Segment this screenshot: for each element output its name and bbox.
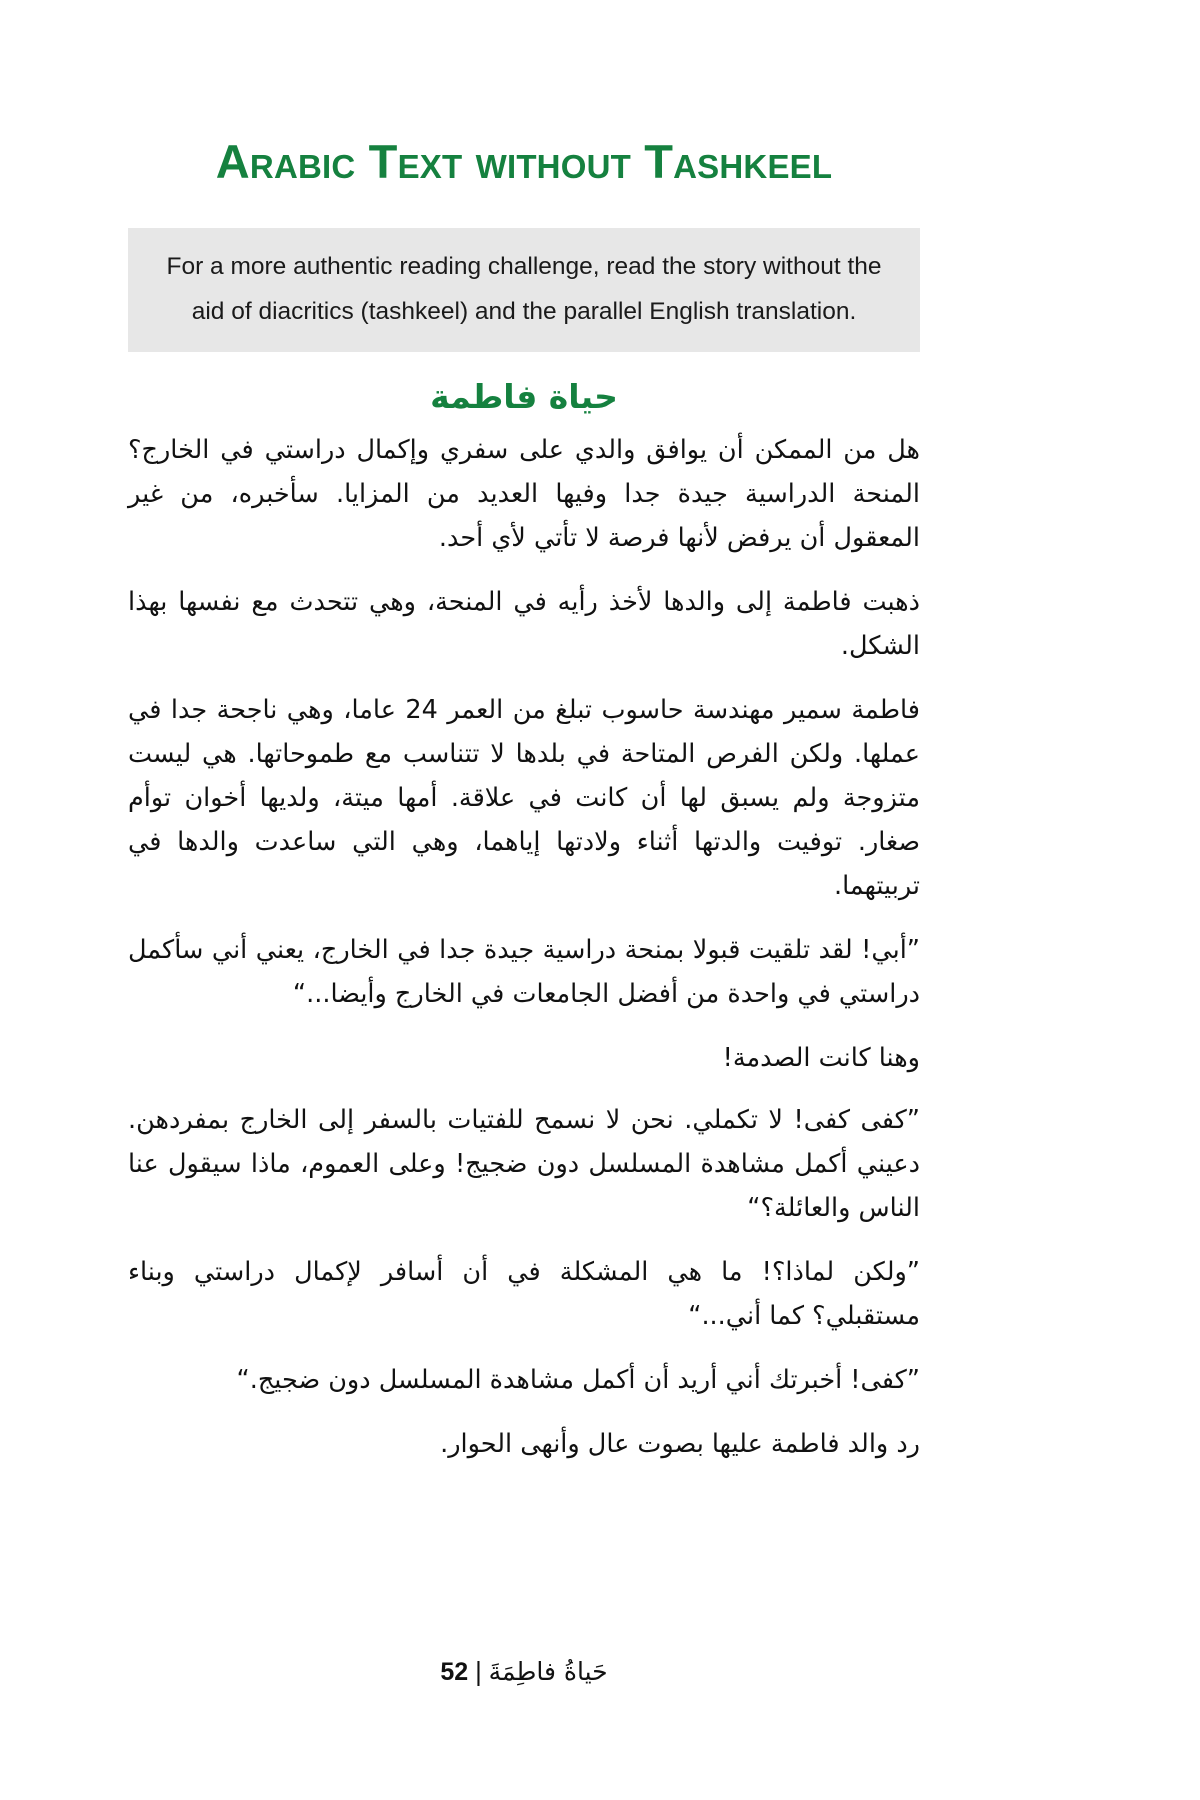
story-body <box>128 428 920 1486</box>
intro-text-line-1: For a more authentic reading challenge, read the story without the <box>166 253 882 280</box>
intro-text-line-2: aid of diacritics (tashkeel) and the parallel English translation. <box>191 298 857 325</box>
intro-callout-box <box>128 228 920 352</box>
story-paragraph: هل من الممكن أن يوافق والدي على سفري وإكمال دراستي في الخارج؟ المنحة الدراسية جيدة جدا وفيها العديد من المزايا. سأخبره، من غير المعقول أن يرفض لأنها فرصة لا تأتي لأي أحد. <box>128 435 920 553</box>
story-paragraph: ”أبي! لقد تلقيت قبولا بمنحة دراسية جيدة جدا في الخارج، يعني أني سأكمل دراستي في واحدة من أفضل الجامعات في الخارج وأيضا...“ <box>128 935 920 1009</box>
story-paragraph: رد والد فاطمة عليها بصوت عال وأنهى الحوار. <box>440 1429 920 1459</box>
story-paragraph: وهنا كانت الصدمة! <box>722 1043 920 1073</box>
story-paragraph: فاطمة سمير مهندسة حاسوب تبلغ من العمر 24 عاما، وهي ناجحة جدا في عملها. ولكن الفرص المتاحة في بلدها لا تتناسب مع طموحاتها. هي ليست متزوجة ولم يسبق لها أن كانت في علاقة. أمها ميتة، ولديها أخوان توأم صغار. توفيت والدتها أثناء ولادتها إياهما، وهي التي ساعدت والدها في تربيتهما. <box>128 695 920 901</box>
story-heading: حياة فاطمة <box>430 377 618 416</box>
story-paragraph: ذهبت فاطمة إلى والدها لأخذ رأيه في المنحة، وهي تتحدث مع نفسها بهذا الشكل. <box>128 587 920 661</box>
story-paragraph: ”ولكن لماذا؟! ما هي المشكلة في أن أسافر لإكمال دراستي وبناء مستقبلي؟ كما أني...“ <box>128 1257 920 1331</box>
story-paragraph: ”كفى! أخبرتك أني أريد أن أكمل مشاهدة المسلسل دون ضجيج.“ <box>236 1365 920 1395</box>
story-paragraph: ”كفى كفى! لا تكملي. نحن لا نسمح للفتيات بالسفر إلى الخارج بمفردهن. دعيني أكمل مشاهدة المسلسل دون ضجيج! وعلى العموم، ماذا سيقول عنا الناس والعائلة؟“ <box>128 1105 920 1223</box>
page-title: Arabic Text without Tashkeel <box>215 135 833 188</box>
footer-book-title: حَياةُ فاطِمَةَ <box>488 1657 608 1686</box>
footer-separator: | <box>474 1657 483 1686</box>
footer-page-number: 52 <box>440 1658 469 1686</box>
page-footer <box>128 1655 920 1689</box>
